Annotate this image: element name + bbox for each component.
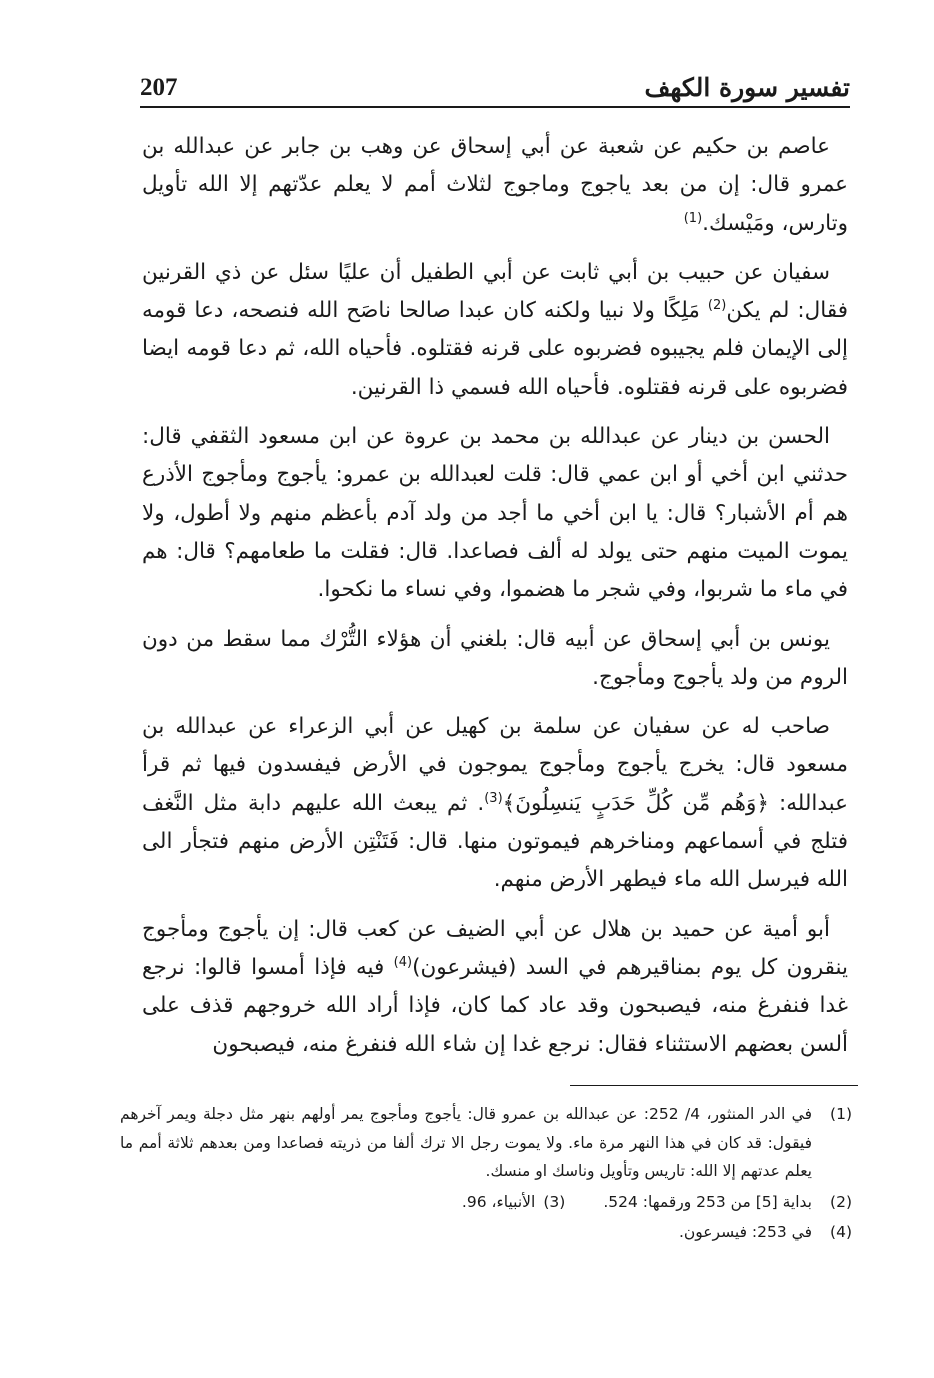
- footnote-pair: [462, 1188, 812, 1217]
- paragraph-1: [142, 128, 848, 243]
- running-header: [140, 62, 850, 102]
- paragraph-5: [142, 708, 848, 899]
- running-title: تفسير سورة الكهف: [644, 73, 850, 102]
- footnote-text: بداية [5] من 253 ورقمها: 524.: [603, 1192, 812, 1211]
- footnote-rule: [570, 1085, 858, 1086]
- footnote-4: [120, 1218, 852, 1247]
- paragraph-text: مَلِكًا ولا نبيا ولكنه كان عبدا صالحا ناصَح الله فنصحه، دعا قومه إلى الإيمان فلم يجيبوه فضربوه على قرنه فقتلوه. فأحياه الله، ثم دعا قومه ايضا فضربوه على قرنه فقتلوه. فأحياه الله فسمي ذا القرنين.: [142, 298, 848, 400]
- footnote-text: الأنبياء، 96.: [461, 1192, 536, 1211]
- paragraph-text: . ثم يبعث الله عليهم دابة مثل النَّغف فتلج في أسماعهم ومناخرهم فيموتون منها. قال: فَتَنْتِن الأرض منهم فتجأر الى الله فيرسل الله ماء فيطهر الأرض منهم.: [142, 790, 848, 893]
- paragraph-text: صاحب له عن سفيان عن سلمة بن كهيل عن أبي الزعراء عن عبدالله بن مسعود قال: يخرج يأجوج ومأجوج يموجون في الأرض فيفسدون فيها ثم قرأ عبدالله:: [142, 714, 848, 816]
- paragraph-text: يونس بن أبي إسحاق عن أبيه قال: بلغني أن هؤلاء التُّرْك مما سقط من دون الروم من ولد يأجوج ومأجوج.: [142, 626, 848, 690]
- footnote-ref-4: (4): [393, 954, 413, 970]
- footnote-2: [120, 1188, 852, 1217]
- footnote-number: (3): [543, 1192, 566, 1211]
- quran-verse: ﴿وَهُم مِّن كُلِّ حَدَبٍ يَنسِلُونَ﴾: [502, 790, 769, 816]
- paragraph-text: أبو أمية عن حميد بن هلال عن أبي الضيف عن كعب قال: إن يأجوج ومأجوج ينقرون كل يوم بمناقيرهم في السد (فيشرعون): [142, 916, 848, 980]
- footnote-number: (4): [830, 1223, 852, 1242]
- footnotes: [120, 1100, 852, 1249]
- paragraph-4: [142, 621, 848, 698]
- page-number: 207: [140, 74, 178, 101]
- footnote-ref-1: (1): [683, 210, 703, 226]
- footnote-number: (2): [830, 1192, 852, 1211]
- paragraph-2: [142, 254, 848, 407]
- footnote-number: (1): [830, 1105, 852, 1123]
- body-text: [142, 128, 848, 1075]
- footnote-text: في 253: فيسرعون.: [678, 1223, 812, 1242]
- footnote-ref-2: (2): [707, 298, 727, 314]
- paragraph-text: سفيان عن حبيب بن أبي ثابت عن أبي الطفيل أن عليًا سئل عن ذي القرنين فقال: لم يكن: [142, 259, 848, 324]
- footnote-ref-3: (3): [484, 790, 503, 806]
- paragraph-text: الحسن بن دينار عن عبدالله بن محمد بن عروة عن ابن مسعود الثقفي قال: حدثني ابن أخي أو ابن عمي قال: قلت لعبدالله بن عمرو: يأجوج ومأجوج الأذرع هم أم الأشبار؟ قال: يا ابن أخي ما أجد من ولد آدم بأعظم منهم ولا أطول، ولا يموت الميت منهم حتى يولد له ألف فصاعدا. قال: فقلت ما طعامهم؟ قال: هم في ماء ما شربوا، وفي شجر ما هضموا، وفي نساء ما نكحوا.: [142, 424, 848, 603]
- footnote-text: في الدر المنثور، 4/ 252: عن عبدالله بن عمرو قال: يأجوج ومأجوج يمر أولهم بنهر مثل دجلة ويمر آخرهم فيقول: قد كان في هذا النهر مرة ماء. ولا يموت رجل الا ترك ألفا من ذريته فصاعدا ومن بعدهم ثلاثة أمم ما يعلم عدتهم إلا الله: تاريس وتأويل وناسك او منسك.: [120, 1105, 812, 1181]
- paragraph-3: [142, 418, 848, 609]
- footnote-1: [120, 1100, 852, 1186]
- paragraph-text: فيه فإذا أمسوا قالوا: نرجع غدا فنفرغ منه، فيصبحون وقد عاد كما كان، فإذا أراد الله خروجهم قذف على ألسن بعضهم الاستثناء فقال: نرجع غدا إن شاء الله فنفرغ منه، فيصبحون: [142, 954, 848, 1057]
- header-rule: [140, 106, 850, 108]
- paragraph-6: [142, 911, 848, 1064]
- paragraph-text: عاصم بن حكيم عن شعبة عن أبي إسحاق عن وهب بن جابر عن عبدالله بن عمرو قال: إن من بعد ياجوج وماجوج لثلاث أمم لا يعلم عدّتهم إلا الله تأويل وتارس، ومَيْسك.: [142, 134, 848, 236]
